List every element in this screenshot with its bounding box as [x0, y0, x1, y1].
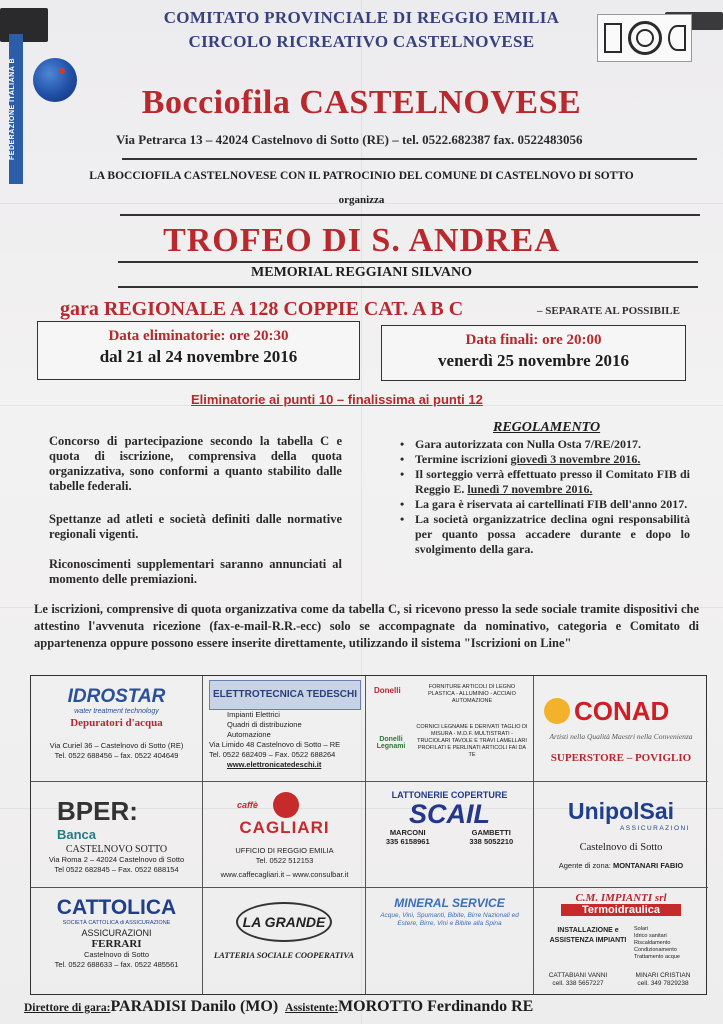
cattolica-tag: SOCIETÀ CATTOLICA di ASSICURAZIONE	[62, 920, 171, 926]
gara-heading: gara REGIONALE A 128 COPPIE CAT. A B C	[60, 298, 464, 320]
unipolsai-sub: ASSICURAZIONI	[619, 825, 690, 832]
cagliari-logo: CAGLIARI	[239, 818, 330, 837]
cagliari-web: www.caffecagliari.it – www.consulbar.it	[220, 870, 349, 879]
bper-branch: CASTELNOVO SOTTO	[65, 844, 168, 855]
club-title: Bocciofila CASTELNOVESE	[141, 84, 582, 121]
idrostar-logo: IDROSTAR	[67, 686, 166, 707]
rule-item	[400, 452, 690, 467]
tedeschi-b2: Quadri di distribuzione	[227, 720, 302, 729]
cm-contact-2	[622, 972, 704, 988]
divider	[118, 286, 698, 288]
donelli-text-2: CORNICI LEGNAME E DERIVATI TAGLIO DI MISURA - M.D.F. MULTISTRATI - TRUCIOLARI TAVOLE E TRAVI LAMELLARI PROFILATI E PERLINATI ARTICOLI FAI DA TE	[416, 724, 528, 758]
patronage-line: LA BOCCIOFILA CASTELNOVESE CON IL PATROCINIO DEL COMUNE DI CASTELNOVO DI SOTTO	[89, 170, 634, 182]
divider	[122, 158, 697, 160]
cattolica-agent: FERRARI	[91, 938, 142, 950]
circolo-heading: CIRCOLO RICREATIVO CASTELNOVESE	[188, 32, 535, 51]
idrostar-tag: water treatment technology	[74, 708, 159, 715]
gara-note: – SEPARATE AL POSSIBILE	[537, 305, 680, 317]
iscrizioni-paragraph: Le iscrizioni, comprensive di quota organizzativa come da tabella C, si ricevono presso la sede sociale tramite dispositivi che attestino l'avvenuta ricezione (fax-e-mail-R.R.-ecc) solo se accompagnate da nominativo, categoria e Comitato di appartenenza oppure possono essere inserite direttamente, utilizzando il sistema "Iscrizioni on Line"	[34, 602, 699, 650]
elim-box	[37, 321, 360, 380]
lagrande-logo: LA GRANDE	[236, 902, 332, 942]
cattolica-phone: Tel. 0522 688633 – fax. 0522 485561	[54, 960, 179, 969]
punti-line: Eliminatorie ai punti 10 – finalissima ai punti 12	[191, 392, 483, 407]
organizza-line: organizza	[338, 194, 385, 206]
cm-item: Riscaldamento	[634, 940, 671, 946]
sponsor-mineral	[366, 888, 534, 994]
idrostar-sub: Depuratori d'acqua	[70, 717, 163, 729]
donelli-logo: Donelli	[374, 686, 401, 695]
mineral-text: Acque, Vini, Spumanti, Bibite, Birre Nazionali ed Estere, Birre, Vini e Bibite alla Spina	[380, 912, 519, 927]
cm-phone: cell. 349 7829238	[637, 980, 689, 987]
director-name: PARADISI Danilo (MO)	[110, 998, 279, 1015]
finals-label: Data finali: ore 20:00	[465, 332, 602, 348]
rule-date: giovedì 3 novembre 2016.	[510, 452, 641, 466]
bper-phone: Tel 0522 682845 – Fax. 0522 688154	[54, 865, 179, 874]
scail-phone: 335 6158961	[385, 837, 430, 846]
scail-logo: SCAIL	[409, 799, 490, 829]
tedeschi-address: Via Limido 48 Castelnovo di Sotto – RE	[209, 740, 341, 749]
rule-text: Il sorteggio verrà effettuato presso il Comitato FIB di Reggio E.	[415, 467, 690, 496]
unipolsai-logo: UnipolSai	[567, 798, 675, 824]
memorial-line: MEMORIAL REGGIANI SILVANO	[251, 265, 472, 280]
agent-label: Agente di zona:	[558, 861, 613, 870]
comitato-heading: COMITATO PROVINCIALE DI REGGIO EMILIA	[163, 8, 560, 27]
cm-name: CATTABIANI VANNI	[548, 972, 608, 979]
assistant-label: Assistente:	[285, 1002, 339, 1014]
cm-list	[634, 926, 680, 961]
cattolica-sub: ASSICURAZIONI	[81, 928, 152, 938]
sponsor-scail	[366, 782, 534, 888]
scail-name: MARCONI	[389, 828, 426, 837]
left-paragraph-3: Riconoscimenti supplementari saranno annunciati al momento delle premiazioni.	[49, 557, 342, 586]
sponsor-lagrande	[203, 888, 366, 994]
conad-tag: Artisti nella Qualità Maestri nella Convenienza	[549, 732, 693, 741]
tedeschi-logo: ELETTROTECNICA TEDESCHI	[209, 680, 361, 710]
cattolica-logo: CATTOLICA	[56, 896, 177, 919]
club-address: Via Petrarca 13 – 42024 Castelnovo di Sotto (RE) – tel. 0522.682387 fax. 0522483056	[116, 132, 583, 147]
sponsor-bper	[31, 782, 203, 888]
cm-contact-1	[538, 972, 618, 988]
unipolsai-agent	[534, 861, 708, 870]
rule-item: • La gara è riservata ai cartellinati FIB dell'anno 2017.	[400, 497, 690, 512]
cm-phone: cell. 338 5657227	[552, 980, 604, 987]
rule-item: • Gara autorizzata con Nulla Osta 7/RE/2017.	[400, 437, 690, 452]
cagliari-badge-icon	[273, 792, 299, 818]
conad-flower-icon	[544, 698, 570, 724]
scail-top: LATTONERIE COPERTURE	[391, 790, 508, 800]
left-paragraph-2: Spettanze ad atleti e società definiti dalle normative regionali vigenti.	[49, 512, 342, 541]
scail-contacts	[366, 828, 533, 846]
cm-item: Trattamento acque	[634, 954, 680, 960]
director-label: Direttore di gara:	[24, 1002, 111, 1014]
donelli-legnami-logo: Donelli Legnami	[376, 736, 406, 750]
bper-sub: Banca	[57, 827, 97, 842]
sponsor-tedeschi	[203, 676, 366, 782]
tedeschi-b3: Automazione	[227, 730, 271, 739]
cagliari-pre: caffè	[237, 800, 258, 810]
cagliari-office: UFFICIO DI REGGIO EMILIA	[235, 846, 334, 855]
conad-store: SUPERSTORE – POVIGLIO	[550, 752, 692, 764]
sponsor-cagliari	[203, 782, 366, 888]
cm-sub: Termoidraulica	[561, 904, 681, 916]
regolamento-list	[400, 437, 690, 557]
tedeschi-b1: Impianti Elettrici	[227, 710, 280, 719]
cm-item: Solari	[634, 926, 649, 932]
divider	[120, 214, 700, 216]
unipolsai-town: Castelnovo di Sotto	[579, 842, 663, 853]
divider	[118, 261, 698, 263]
finals-date: venerdì 25 novembre 2016	[438, 351, 629, 370]
agent-name: MONTANARI FABIO	[612, 861, 684, 870]
sponsor-unipolsai	[534, 782, 708, 888]
cm-item: Condizionamento	[634, 947, 677, 953]
mineral-logo: MINERAL SERVICE	[394, 896, 505, 910]
rule-text: Termine iscrizioni	[415, 452, 511, 466]
elim-label: Data eliminatorie: ore 20:30	[108, 328, 289, 344]
cattolica-town: Castelnovo di Sotto	[83, 950, 150, 959]
scail-phone: 338 5052210	[469, 837, 514, 846]
rule-date: lunedì 7 novembre 2016.	[467, 482, 593, 496]
rule-item: • La società organizzatrice declina ogni responsabilità per quanto possa accadere durante e dopo lo svolgimento della gara.	[400, 512, 690, 557]
sponsor-cattolica	[31, 888, 203, 994]
bper-logo: BPER:	[57, 796, 138, 826]
cm-logo: C.M. IMPIANTI srl	[575, 892, 667, 904]
regolamento-title: REGOLAMENTO	[493, 420, 601, 435]
rule-item	[400, 467, 690, 497]
tedeschi-phone: Tel. 0522 682409 – Fax. 0522 688264	[209, 750, 336, 759]
sponsor-grid	[30, 675, 707, 995]
lagrande-sub: LATTERIA SOCIALE COOPERATIVA	[213, 950, 355, 960]
elim-dates: dal 21 al 24 novembre 2016	[99, 347, 298, 366]
conad-logo: CONAD	[574, 696, 670, 726]
donelli-text-1: FORNITURE ARTICOLI DI LEGNO PLASTICA - ALLUMINIO - ACCIAIO AUTOMAZIONE	[428, 684, 516, 704]
cm-service: INSTALLAZIONE e ASSISTENZA IMPIANTI	[549, 927, 627, 944]
bper-address: Via Roma 2 – 42024 Castelnovo di Sotto	[48, 855, 185, 864]
cm-name: MINARI CRISTIAN	[635, 972, 691, 979]
cm-item: Idrico sanitari	[634, 933, 667, 939]
cagliari-phone: Tel. 0522 512153	[255, 856, 314, 865]
sponsor-donelli	[366, 676, 534, 782]
sponsor-idrostar	[31, 676, 203, 782]
sponsor-conad	[534, 676, 708, 782]
idrostar-phone: Tel. 0522 688456 – fax. 0522 404649	[54, 751, 179, 760]
sponsor-cm-impianti	[534, 888, 708, 994]
left-paragraph-1: Concorso di partecipazione secondo la tabella C e quota di iscrizione, comprensiva della quota organizzativa, sono conformi a quanto stabilito dalle tabelle federali.	[49, 434, 342, 493]
tedeschi-web: www.elettronicatedeschi.it	[227, 760, 322, 769]
assistant-name: MOROTTO Ferdinando RE	[338, 998, 534, 1015]
finals-box	[381, 325, 686, 381]
footer-staff	[24, 998, 714, 1016]
idrostar-address: Via Curiel 36 – Castelnovo di Sotto (RE)	[49, 741, 184, 750]
federation-strip: FEDERAZIONE ITALIANA B	[9, 34, 23, 184]
event-title: TROFEO DI S. ANDREA	[163, 222, 560, 259]
scail-name: GAMBETTI	[471, 828, 511, 837]
